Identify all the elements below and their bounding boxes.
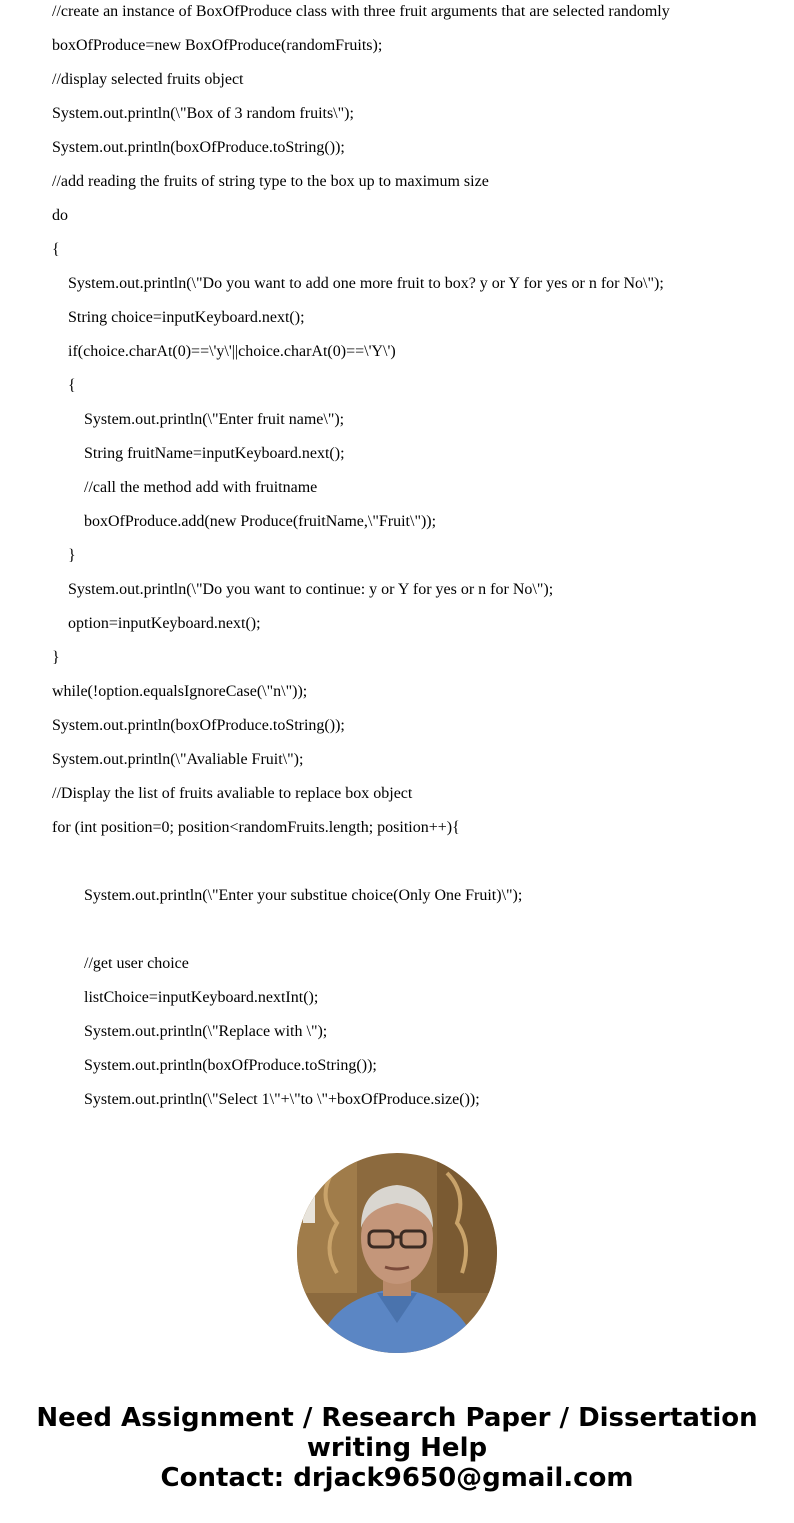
code-line: }: [68, 547, 76, 564]
code-line: System.out.println(\"Replace with \");: [84, 1023, 328, 1040]
code-line: if(choice.charAt(0)==\'y\'||choice.charAt(0)==\'Y\'): [68, 343, 396, 360]
person-photo-icon: [297, 1153, 497, 1353]
code-line: System.out.println(\"Do you want to continue: y or Y for yes or n for No\");: [68, 581, 554, 598]
code-line: {: [68, 377, 76, 394]
code-line: String choice=inputKeyboard.next();: [68, 309, 305, 326]
footer-line: Need Assignment / Research Paper / Dissertation: [36, 1403, 758, 1433]
code-line: System.out.println(\"Select 1\"+\"to \"+boxOfProduce.size());: [84, 1091, 480, 1108]
code-line: while(!option.equalsIgnoreCase(\"n\"));: [52, 683, 308, 700]
code-listing: [52, 0, 774, 1122]
code-line: System.out.println(boxOfProduce.toString());: [52, 717, 345, 734]
code-line: //Display the list of fruits avaliable to replace box object: [52, 785, 413, 802]
code-line: boxOfProduce=new BoxOfProduce(randomFruits);: [52, 37, 383, 54]
code-line: listChoice=inputKeyboard.nextInt();: [84, 989, 319, 1006]
footer-contact: [0, 1403, 794, 1493]
code-line: option=inputKeyboard.next();: [68, 615, 261, 632]
code-line: do: [52, 207, 68, 224]
code-line: System.out.println(\"Do you want to add one more fruit to box? y or Y for yes or n for No\");: [68, 275, 664, 292]
code-line: System.out.println(\"Box of 3 random fruits\");: [52, 105, 354, 122]
code-line: //display selected fruits object: [52, 71, 244, 88]
code-line: //call the method add with fruitname: [84, 479, 318, 496]
footer-contact-email: Contact: drjack9650@gmail.com: [160, 1463, 634, 1493]
code-line: System.out.println(\"Enter your substitue choice(Only One Fruit)\");: [84, 887, 523, 904]
code-line: System.out.println(boxOfProduce.toString());: [52, 139, 345, 156]
code-line: System.out.println(\"Enter fruit name\");: [84, 411, 345, 428]
code-line: for (int position=0; position<randomFruits.length; position++){: [52, 819, 460, 836]
code-line: }: [52, 649, 60, 666]
code-line: String fruitName=inputKeyboard.next();: [84, 445, 345, 462]
code-line: System.out.println(\"Avaliable Fruit\");: [52, 751, 304, 768]
code-line: System.out.println(boxOfProduce.toString());: [84, 1057, 377, 1074]
author-avatar: [297, 1153, 497, 1353]
code-line: //get user choice: [84, 955, 189, 972]
blank-line: [52, 850, 774, 884]
code-line: //add reading the fruits of string type to the box up to maximum size: [52, 173, 489, 190]
code-line: {: [52, 241, 60, 258]
code-line: boxOfProduce.add(new Produce(fruitName,\"Fruit\"));: [84, 513, 437, 530]
code-line: //create an instance of BoxOfProduce class with three fruit arguments that are selected randomly: [52, 3, 670, 20]
blank-line: [52, 918, 774, 952]
footer-line: writing Help: [306, 1433, 488, 1463]
